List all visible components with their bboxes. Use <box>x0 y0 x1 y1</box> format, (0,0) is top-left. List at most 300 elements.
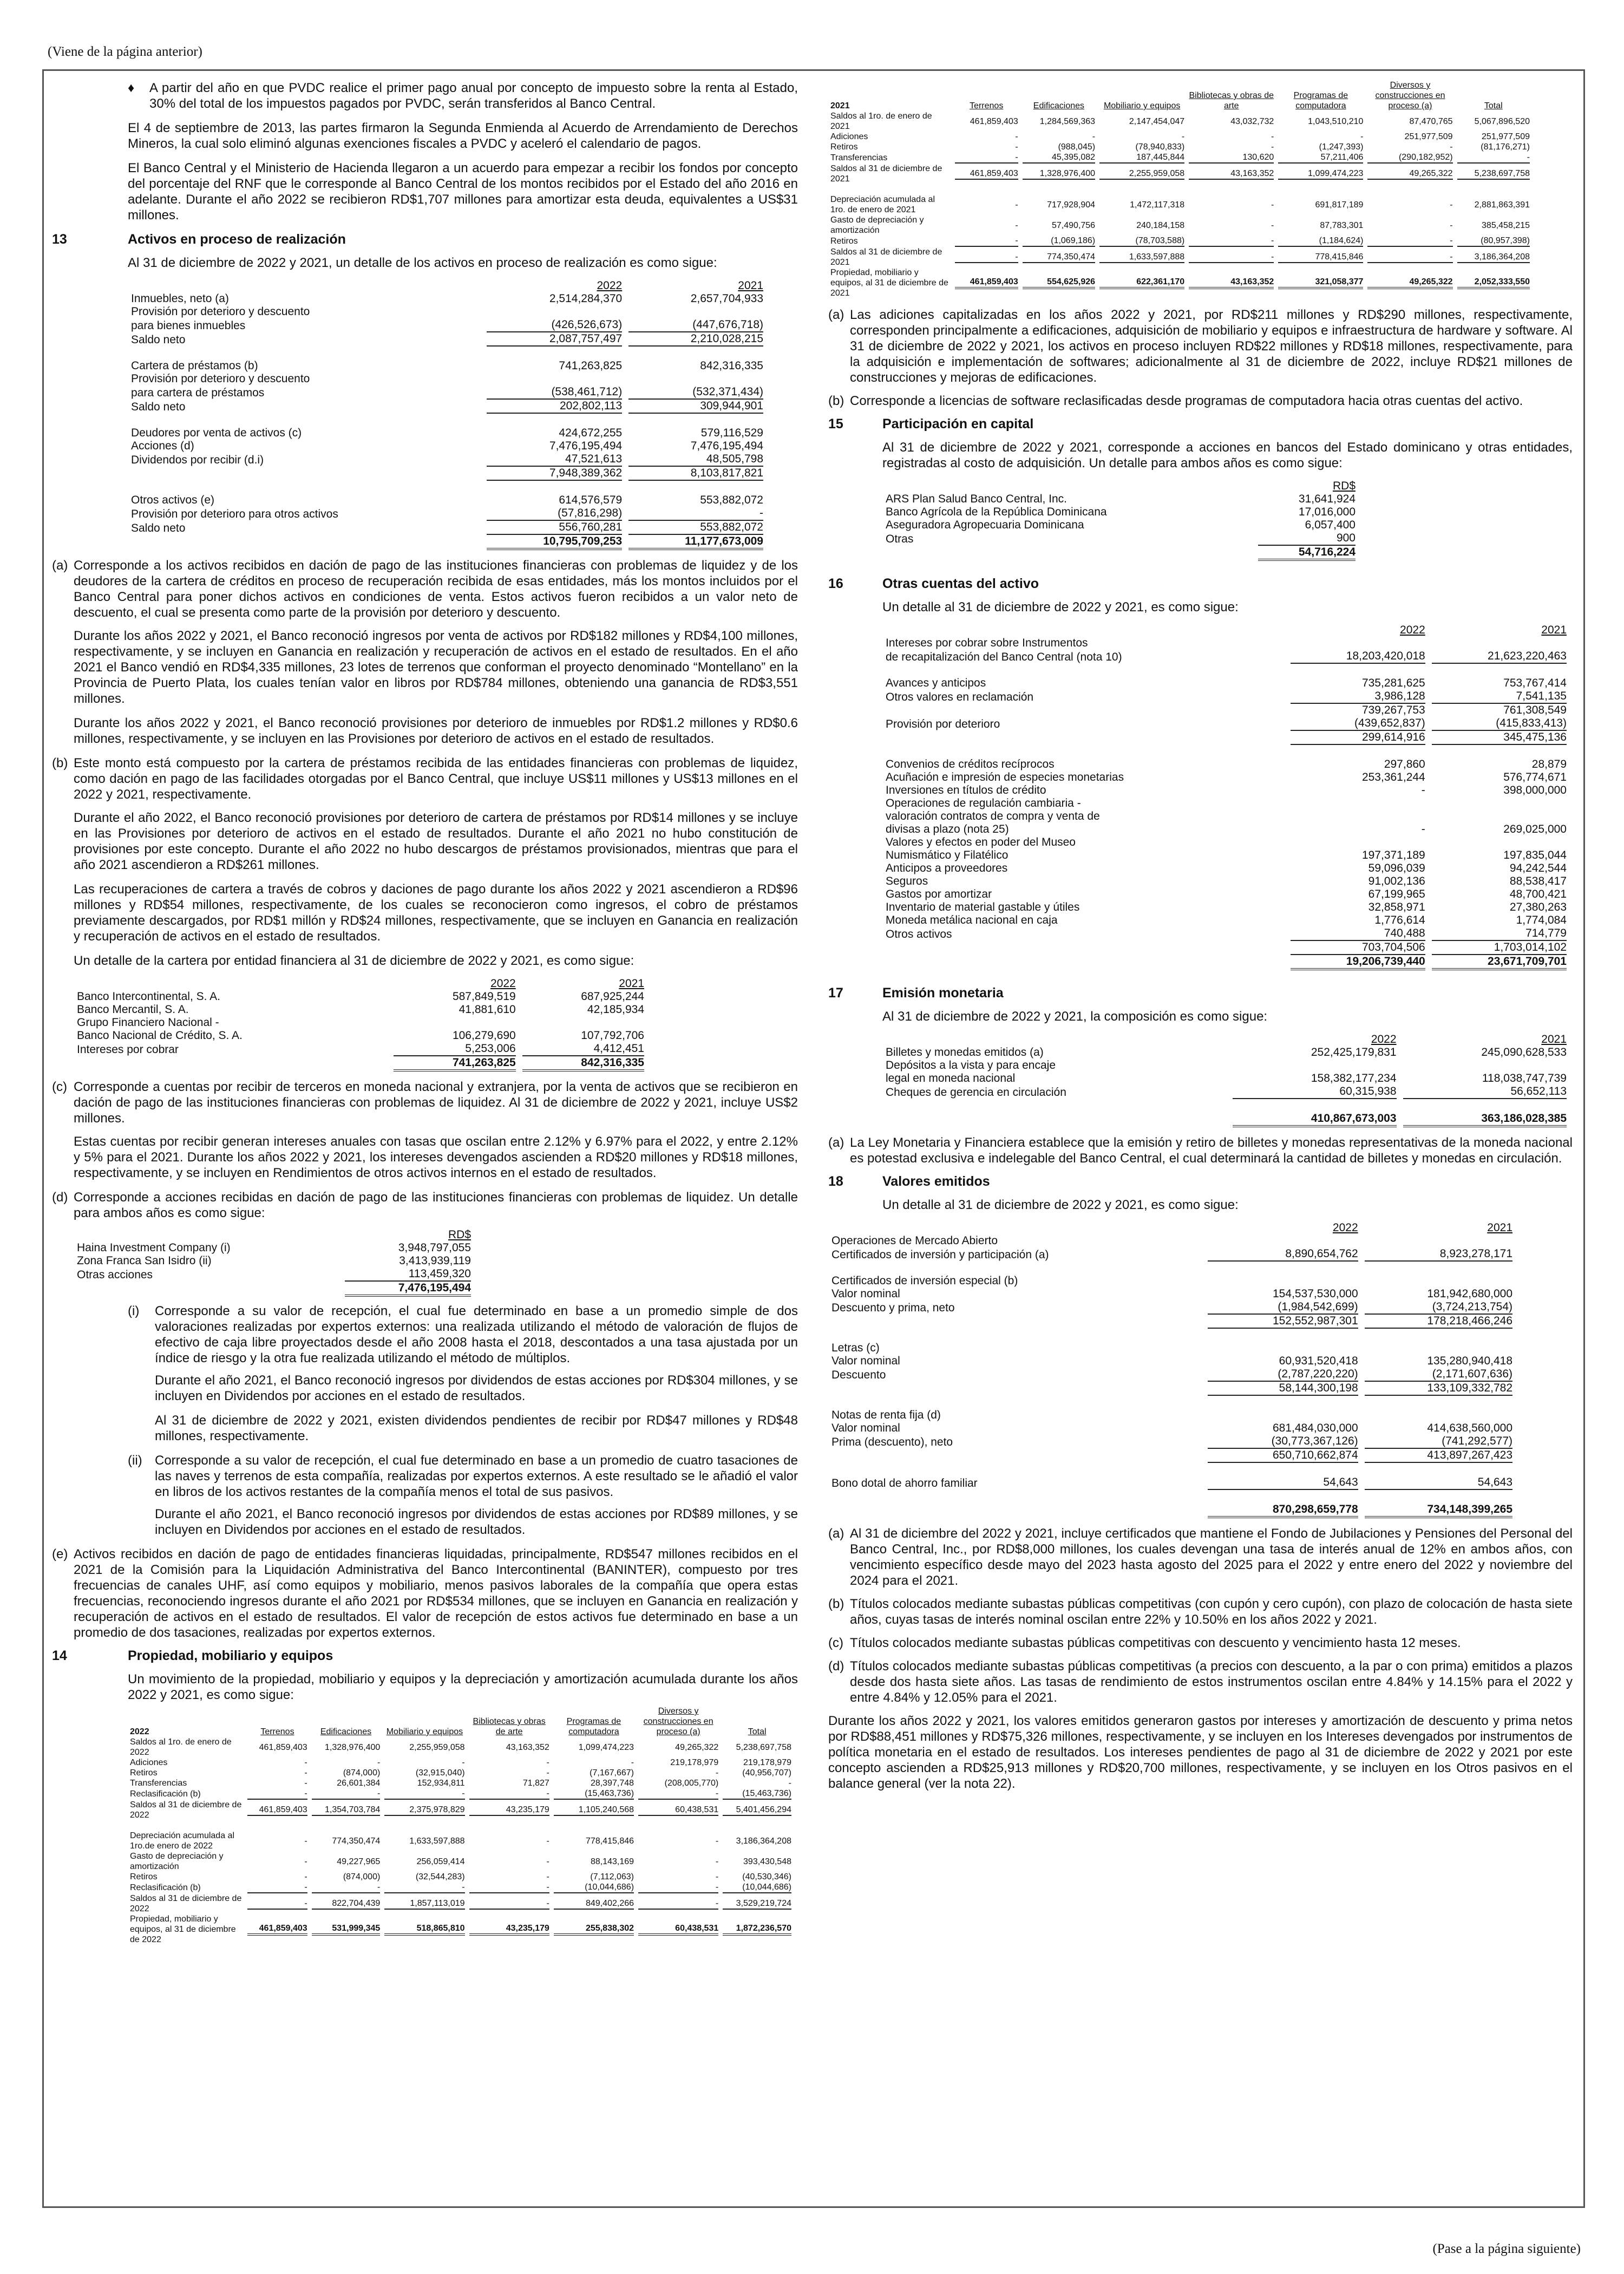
property-2021-value: - <box>1189 252 1274 263</box>
asset-value: (447,676,718) <box>628 318 763 332</box>
issuance-label: Depósitos a la vista y para encaje <box>886 1059 1056 1071</box>
security-value: 181,942,680,000 <box>1427 1288 1512 1300</box>
property-2022-value: - <box>377 1758 381 1767</box>
portfolio-label: Grupo Financiero Nacional - <box>77 1016 219 1029</box>
other-asset-label: Valores y efectos en poder del Museo <box>886 836 1076 848</box>
other-asset-value: 23,671,709,701 <box>1432 955 1567 970</box>
other-asset-value: 48,700,421 <box>1509 888 1567 900</box>
security-value: (3,724,213,754) <box>1365 1301 1512 1315</box>
asset-value: 2,657,704,933 <box>690 292 763 305</box>
security-label: Valor nominal <box>831 1288 900 1300</box>
property-2021-value: 5,238,697,758 <box>1457 168 1530 180</box>
property-2021-value: 87,470,765 <box>1409 116 1453 126</box>
other-asset-label: Inversiones en títulos de crédito <box>886 784 1046 796</box>
security-row <box>828 1490 1516 1503</box>
equity-label: Banco Agrícola de la República Dominicana <box>886 506 1107 518</box>
other-asset-row <box>882 731 1570 745</box>
other-asset-row <box>882 650 1570 664</box>
property-2021-label: Saldos al 1ro. de enero de 2021 <box>830 112 932 131</box>
other-asset-row <box>882 717 1570 731</box>
security-label: Valor nominal <box>831 1422 900 1434</box>
equity-row <box>882 532 1359 546</box>
security-row <box>828 1234 1516 1247</box>
other-asset-value: 1,776,614 <box>1374 914 1425 926</box>
property-column-header: Diversos y construcciones en proceso (a) <box>1375 81 1445 110</box>
portfolio-row <box>74 1003 647 1016</box>
security-label <box>828 1315 1204 1329</box>
portfolio-value: 842,316,335 <box>522 1056 644 1071</box>
assets-table: 2022 2021 Inmuebles, neto (a) 2,514,284,370 2,657,704,933 Provisión por deterioro y descuento para bienes inmuebles (426,526,673) (447,676,718) Saldo neto 2,087,757,497 2,210,028,215 Cartera de préstamos (b) 741,263,825 842,316,335 Provisión por deterioro y descuento para cartera de préstamos (538,461,712) (532,371,434) Saldo neto 202,802,113 309,944,901 Deudores por venta de activos (c) 424,672,255 579,116,529 Acciones (d) 7,476,195,494 7,476,195,494 Dividendos por recibir (d.i) 47,521,613 48,505,798 7,948,389,362 8,103,817,821 Otros activos (e) 614,576,579 553,882,072 Provisión por deterioro para otros activos (57,816,298) - Saldo neto 556,760,281 553,882,072 10,795,709,253 11,177,673,009 <box>128 279 767 550</box>
property-2022-value: 49,265,322 <box>675 1742 719 1752</box>
property-2022-value: 60,438,531 <box>638 1805 718 1816</box>
section-18-heading: 18 Valores emitidos <box>828 1174 990 1189</box>
property-2022-row <box>128 1757 794 1768</box>
property-2021-value: 251,977,509 <box>1404 132 1453 141</box>
security-value: 681,484,030,000 <box>1272 1422 1358 1434</box>
share-row <box>74 1267 474 1282</box>
security-label: Notas de renta fija (d) <box>831 1409 941 1421</box>
property-2021-value: (81,176,271) <box>1481 142 1530 152</box>
security-row <box>828 1409 1516 1422</box>
asset-row <box>128 332 767 347</box>
other-asset-label: Convenios de créditos recíprocos <box>886 758 1055 770</box>
issuance-value: 60,315,938 <box>1233 1085 1396 1099</box>
property-2021-value: 240,184,158 <box>1136 220 1185 230</box>
issuance-value: 410,867,673,003 <box>1233 1112 1396 1127</box>
property-2021-value: 774,350,474 <box>1023 252 1095 263</box>
security-value: 54,643 <box>1365 1476 1512 1490</box>
other-asset-value: 714,779 <box>1432 927 1567 941</box>
property-2022-value: 774,350,474 <box>332 1836 381 1846</box>
property-2021-value: (988,045) <box>1058 142 1096 152</box>
other-asset-label <box>882 664 1287 677</box>
other-asset-value: 197,835,044 <box>1503 849 1567 861</box>
portfolio-value: 41,881,610 <box>459 1003 516 1016</box>
section-18-intro: Un detalle al 31 de diciembre de 2022 y 2021, es como sigue: <box>882 1198 1239 1212</box>
intro-paragraph-1: El 4 de septiembre de 2013, las partes firmaron la Segunda Enmienda al Acuerdo de Arrendamiento de Derechos Mineros, la cual solo eliminó algunas exenciones fiscales a PVDC y aceleró el calendario de pagos. <box>128 121 798 151</box>
property-2022-value: - <box>304 1836 307 1846</box>
asset-value: (426,526,673) <box>487 318 623 332</box>
asset-label: Saldo neto <box>131 334 186 346</box>
asset-label: Saldo neto <box>131 522 186 534</box>
property-2022-value: (15,463,736) <box>554 1788 634 1800</box>
property-2021-row <box>828 164 1532 184</box>
security-row <box>828 1368 1516 1382</box>
note-18d: (d) Títulos colocados mediante subastas públicas competitivas (a precios con descuento, a la par o con prima) emitidos a plazos desde dos hasta siete años. Las tasas de rendimiento de estos instrumentos oscilan entre 4.84% y 14.15% para el 2022 y entre 4.84% y 12.05% para el 2021. <box>828 1659 1573 1705</box>
property-2022-value: 3,529,219,724 <box>723 1898 791 1910</box>
property-2021-value: 3,186,364,208 <box>1457 252 1530 263</box>
security-value: 152,552,987,301 <box>1208 1315 1358 1329</box>
security-value: 58,144,300,198 <box>1208 1382 1358 1396</box>
security-label: Certificados de inversión y participación (a) <box>831 1249 1049 1261</box>
asset-label: Provisión por deterioro y descuento <box>131 373 310 385</box>
property-2021-value: 43,032,732 <box>1230 116 1274 126</box>
property-2022-value: (15,463,736) <box>723 1788 791 1800</box>
security-value: 414,638,560,000 <box>1427 1422 1512 1434</box>
property-2022-label: Saldos al 1ro. de enero de 2022 <box>130 1737 232 1757</box>
issuance-row <box>882 1112 1570 1127</box>
portfolio-row <box>74 1056 647 1071</box>
other-asset-row <box>882 704 1570 717</box>
asset-value: 11,177,673,009 <box>628 535 763 550</box>
property-2021-row <box>828 152 1532 164</box>
issuance-value: 56,652,113 <box>1403 1085 1567 1099</box>
other-asset-value: 197,371,189 <box>1361 849 1425 861</box>
security-label: Letras (c) <box>831 1342 880 1354</box>
other-asset-value: 32,858,971 <box>1368 901 1425 913</box>
other-asset-row <box>882 849 1570 862</box>
asset-row <box>128 385 767 400</box>
property-2022-value: 1,633,597,888 <box>409 1836 465 1846</box>
security-label <box>828 1503 1204 1518</box>
property-2022-value: 849,402,266 <box>554 1898 634 1910</box>
property-2022-value: 1,105,240,568 <box>554 1805 634 1816</box>
section-15-heading: 15 Participación en capital <box>828 416 1034 432</box>
property-2022-value: 43,235,179 <box>469 1805 549 1816</box>
other-asset-value: 761,308,549 <box>1503 704 1567 716</box>
security-label: Bono dotal de ahorro familiar <box>831 1477 978 1489</box>
property-2022-value: - <box>304 1758 307 1767</box>
property-2022-value: (7,112,063) <box>590 1872 634 1881</box>
property-2021-value: 2,052,333,550 <box>1457 277 1530 289</box>
asset-row <box>128 440 767 453</box>
property-2021-row <box>828 236 1532 247</box>
property-2021-value: - <box>1181 132 1185 141</box>
other-asset-value: 91,002,136 <box>1368 875 1425 887</box>
note-13b-p2: Durante el año 2022, el Banco reconoció provisiones por deterioro de cartera de préstamos por RD$14 millones y se incluye en las Provisiones por deterioro de activos en el estado de resultados. Durante el año 2021 no hubo constitución de provisiones por este concepto. Durante el año 2022 no hubo descargos de préstamos provisionados, mientras que para el año 2021 ascendieron a RD$261 millones. <box>74 811 798 872</box>
other-asset-value: (439,652,837) <box>1291 717 1425 731</box>
share-label: Haina Investment Company (i) <box>77 1241 231 1254</box>
security-label <box>828 1463 1204 1476</box>
other-asset-value: 27,380,263 <box>1509 901 1567 913</box>
property-2021-value: 130,620 <box>1189 152 1274 164</box>
property-2022-value: - <box>546 1857 549 1866</box>
property-2022-row <box>128 1831 794 1851</box>
property-2022-row <box>128 1851 794 1872</box>
property-2021-value: (290,182,952) <box>1367 152 1452 164</box>
other-asset-label <box>882 731 1287 745</box>
other-asset-label: Acuñación e impresión de especies monetarias <box>886 771 1124 783</box>
other-asset-value: - <box>1421 823 1425 835</box>
asset-value: 741,263,825 <box>559 360 623 372</box>
asset-value: 202,802,113 <box>487 400 623 414</box>
property-2022-row <box>128 1737 794 1757</box>
asset-row <box>128 494 767 507</box>
property-2022-value: - <box>469 1882 549 1893</box>
other-asset-row <box>882 927 1570 941</box>
property-2021-value: - <box>1271 200 1274 210</box>
property-2022-value: (32,544,283) <box>415 1872 465 1881</box>
property-2022-value: 531,999,345 <box>312 1923 381 1936</box>
property-2021-value: 5,067,896,520 <box>1474 116 1530 126</box>
asset-label: para bienes inmuebles <box>131 319 246 332</box>
other-asset-label: Avances y anticipos <box>886 677 986 689</box>
property-2022-value: - <box>312 1882 381 1893</box>
other-asset-value: (415,833,413) <box>1432 717 1567 731</box>
other-asset-row <box>882 771 1570 784</box>
security-row <box>828 1262 1516 1275</box>
property-2022-value: - <box>715 1872 719 1881</box>
issuance-label: Cheques de gerencia en circulación <box>886 1086 1066 1099</box>
property-2022-value: 256,059,414 <box>416 1857 465 1866</box>
property-2021-row <box>828 194 1532 215</box>
share-row <box>74 1254 474 1267</box>
share-label: Zona Franca San Isidro (ii) <box>77 1254 212 1267</box>
property-column-header: Edificaciones <box>320 1727 372 1736</box>
note-13e: (e) Activos recibidos en dación de pago de entidades financieras liquidadas, principalmente, RD$547 millones recibidos en el 2021 de la Comisión para la Liquidación Administrativa del Banco Intercontinental (BANINTER), compuesto por tres frecuencias de canales UHF, así como equipos y mobiliario, menos pasivos laborales de la compañía que opera estas frecuencias, reconociendo ingresos durante el año 2021 por RD$534 millones, que se incluyen en Ganancia en realización y recuperación de activos en el estado de resultados. El valor de recepción de estos activos fue determinado en base a un promedio de dos tasaciones, realizadas por expertos externos. <box>52 1547 798 1640</box>
property-2022-value: - <box>247 1788 307 1800</box>
equity-value: 17,016,000 <box>1298 506 1355 518</box>
portfolio-label: Banco Mercantil, S. A. <box>77 1003 189 1016</box>
other-asset-label: Inventario de material gastable y útiles <box>886 901 1080 913</box>
property-column-header: Programas de computadora <box>566 1717 621 1736</box>
property-2022-value: 5,401,456,294 <box>723 1805 791 1816</box>
other-asset-label <box>882 704 1287 717</box>
property-2021-value: 691,817,189 <box>1315 200 1364 210</box>
asset-value: 614,576,579 <box>559 494 623 506</box>
property-2021-row <box>828 111 1532 132</box>
property-2022-value: - <box>469 1898 549 1910</box>
security-row <box>828 1382 1516 1396</box>
portfolio-row <box>74 990 647 1003</box>
other-asset-value: 703,704,506 <box>1291 941 1425 955</box>
property-2022-value: - <box>384 1882 464 1893</box>
shares-table: RD$ Haina Investment Company (i) 3,948,797,055 Zona Franca San Isidro (ii) 3,413,939,119 Otras acciones 113,459,320 7,476,195,494 <box>74 1229 474 1297</box>
property-2022-value: 461,859,403 <box>247 1923 307 1936</box>
security-value: (2,171,607,636) <box>1365 1368 1512 1382</box>
other-asset-row <box>882 914 1570 927</box>
equity-label: Otras <box>886 533 914 545</box>
asset-label: Deudores por venta de activos (c) <box>131 427 302 439</box>
note-18c: (c) Títulos colocados mediante subastas públicas competitivas con descuento y vencimiento hasta 12 meses. <box>828 1636 1461 1650</box>
property-2022-value: - <box>546 1836 549 1846</box>
property-column-header: Programas de computadora <box>1293 91 1348 110</box>
asset-label <box>128 347 483 360</box>
property-2022-value: 1,872,236,570 <box>723 1923 791 1936</box>
other-asset-value: 735,281,625 <box>1361 677 1425 689</box>
property-2022-label: Adiciones <box>130 1758 168 1767</box>
asset-label: Provisión por deterioro para otros activos <box>131 508 338 520</box>
equity-table: RD$ ARS Plan Salud Banco Central, Inc. 31,641,924 Banco Agrícola de la República Dominicana 17,016,000 Aseguradora Agropecuaria Dominicana 6,057,400 Otras 900 54,716,224 <box>882 480 1359 561</box>
issuance-row <box>882 1072 1570 1085</box>
security-row <box>828 1315 1516 1329</box>
note-13d: (d) Corresponde a acciones recibidas en dación de pago de las instituciones financieras con problemas de liquidez. Un detalle para ambos años es como sigue: <box>52 1190 798 1220</box>
asset-value: 48,505,798 <box>628 453 763 467</box>
intro-paragraph-2: El Banco Central y el Ministerio de Hacienda llegaron a un acuerdo para empezar a recibir los fondos por concepto del porcentaje del RNF que le corresponde al Banco Central de los montos recibidos por el Estado del año 2016 en adelante. Durante el año 2022 se recibieron RD$1,707 millones para amortizar esta deuda, equivalentes a US$31 millones. <box>128 161 798 223</box>
property-2022-value: - <box>638 1882 718 1893</box>
property-2022-value: (32,915,040) <box>415 1768 465 1778</box>
property-2021-value: 385,458,215 <box>1482 220 1530 230</box>
property-2021-value: - <box>1457 152 1530 164</box>
issuance-label <box>882 1112 1229 1127</box>
section-16-heading: 16 Otras cuentas del activo <box>828 576 1039 591</box>
other-assets-table: 2022 2021 Intereses por cobrar sobre Instrumentos de recapitalización del Banco Central (nota 10) 18,203,420,018 21,623,220,463 Avances y anticipos 735,281,625 753,767,414 Otros valores en reclamación 3,986,128 7,541,135 739,267,753 761,308,549 Provisión por deterioro (439,652,837) (415,833,413) 299,614,916 345,475,136 Convenios de créditos recíprocos 297,860 28,879 Acuñación e impresión de especies monetarias 253,361,244 576,774,671 Inversiones en títulos de crédito - 398,000,000 Operaciones de regulación cambiaria - valoración contratos de compra y venta de divisas a plazo (nota 25) - 269,025,000 Valores y efectos en poder del Museo Numismático y Filatélico 197,371,189 197,835,044 Anticipos a proveedores 59,096,039 94,242,544 Seguros 91,002,136 88,538,417 Gastos por amortizar 67,199,965 48,700,421 Inventario de material gastable y útiles 32,858,971 27,380,263 Moneda metálica nacional en caja 1,776,614 1,774,084 Otros activos 740,488 714,779 703,704,506 1,703,014,102 19,206,739,440 23,671,709,701 <box>882 624 1570 970</box>
property-2021-value: - <box>1015 132 1018 141</box>
other-asset-label: Anticipos a proveedores <box>886 862 1008 874</box>
property-2022-value: - <box>304 1872 307 1881</box>
property-2022-row <box>128 1788 794 1800</box>
property-2021-value: - <box>1271 132 1274 141</box>
other-asset-label: divisas a plazo (nota 25) <box>886 823 1009 835</box>
security-label: Operaciones de Mercado Abierto <box>831 1234 998 1247</box>
asset-value: 553,882,072 <box>628 521 763 535</box>
share-value: 3,948,797,055 <box>398 1241 471 1254</box>
other-asset-row <box>882 677 1570 690</box>
property-2022-label: Reclasificación (b) <box>130 1883 201 1892</box>
asset-value: (538,461,712) <box>487 385 623 400</box>
property-2022-value: (874,000) <box>343 1872 381 1881</box>
security-label <box>828 1262 1204 1275</box>
property-2022-value: - <box>638 1898 718 1910</box>
asset-label: para cartera de préstamos <box>131 387 265 399</box>
other-asset-label <box>882 941 1287 955</box>
other-asset-row <box>882 758 1570 771</box>
asset-label: Dividendos por recibir (d.i) <box>131 454 264 466</box>
property-column-header: Terrenos <box>260 1727 294 1736</box>
property-2022-value: - <box>304 1768 307 1778</box>
property-2022-value: 43,163,352 <box>506 1742 549 1752</box>
property-2022-value: (10,044,686) <box>723 1882 791 1893</box>
portfolio-label: Banco Intercontinental, S. A. <box>77 990 221 1003</box>
property-2021-value: 622,361,170 <box>1099 277 1184 289</box>
property-2021-value: 461,859,403 <box>970 116 1018 126</box>
other-asset-value: 253,361,244 <box>1361 771 1425 783</box>
portfolio-label: Intereses por cobrar <box>77 1043 179 1056</box>
security-value: 734,148,399,265 <box>1365 1503 1512 1518</box>
issuance-value: 158,382,177,234 <box>1311 1072 1397 1084</box>
other-asset-value: 3,986,128 <box>1291 690 1425 704</box>
section-15-intro: Al 31 de diciembre de 2022 y 2021, corresponde a acciones en bancos del Estado dominicano y otras entidades, registradas al costo de adquisición. Un detalle para ambos años es como sigue: <box>882 440 1573 471</box>
note-13c: (c) Corresponde a cuentas por recibir de terceros en moneda nacional y extranjera, por la venta de activos que se recibieron en dación de pago de las instituciones financieras con problemas de liquidez. Al 31 de diciembre de 2022 y 2021, incluye US$2 millones. <box>52 1080 798 1126</box>
security-row <box>828 1355 1516 1368</box>
property-2021-value: (1,069,186) <box>1023 236 1095 247</box>
property-2022-value: 152,934,811 <box>417 1779 465 1788</box>
property-table-2021: 2021 Terrenos Edificaciones Mobiliario y equipos Bibliotecas y obras de arte Programas de computadora Diversos y construcciones en proceso (a) Total Saldos al 1ro. de enero de 2021 461,859,403 1,284,569,363 2,147,454,047 43,032,732 1,043,510,210 87,470,765 5,067,896,520 Adiciones - - - - - 251,977,509 251,977,509 Retiros - (988,045) (78,940,833) - (1,247,393) - (81,176,271) Transferencias - 45,395,082 187,445,844 130,620 57,211,406 (290,182,952) - Saldos al 31 de diciembre de 2021 461,859,403 1,328,976,400 2,255,959,058 43,163,352 1,099,474,223 49,265,322 5,238,697,758 Depreciación acumulada al 1ro. de enero de 2021 - 717,928,904 1,472,117,318 - 691,817,189 - 2,881,863,391 Gasto de depreciación y amortización - 57,490,756 240,184,158 - 87,783,301 - 385,458,215 Retiros - (1,069,186) (78,703,588) - (1,184,624) - (80,957,398) Saldos al 31 de diciembre de 2021 - 774,350,474 1,633,597,888 - 778,415,846 - 3,186,364,208 Propiedad, mobiliario y equipos, al 31 de diciembre de 2021 461,859,403 554,625,926 622,361,170 43,163,352 321,058,377 49,265,322 2,052,333,550 <box>828 80 1532 298</box>
other-asset-label: Operaciones de regulación cambiaria - <box>886 797 1081 809</box>
property-2022-label: Saldos al 31 de diciembre de 2022 <box>130 1800 242 1820</box>
security-label: Descuento <box>831 1369 886 1381</box>
share-value: 7,476,195,494 <box>345 1282 471 1297</box>
asset-value: 309,944,901 <box>628 400 763 414</box>
asset-value: 7,476,195,494 <box>549 440 623 452</box>
property-2021-value: (80,957,398) <box>1457 236 1530 247</box>
property-2022-row <box>128 1914 794 1945</box>
other-asset-row <box>882 823 1570 836</box>
other-asset-value: 59,096,039 <box>1368 862 1425 874</box>
property-2022-value: 43,235,179 <box>469 1923 549 1936</box>
other-asset-row <box>882 862 1570 875</box>
property-2022-label: Retiros <box>130 1872 158 1881</box>
security-value: 54,643 <box>1208 1476 1358 1490</box>
other-asset-value: 576,774,671 <box>1503 771 1567 783</box>
property-2021-row <box>828 267 1532 298</box>
property-column-header: Mobiliario y equipos <box>386 1727 463 1736</box>
other-asset-label: Intereses por cobrar sobre Instrumentos <box>886 637 1088 649</box>
other-asset-row <box>882 745 1570 758</box>
asset-row <box>128 521 767 535</box>
property-2022-value: 26,601,384 <box>337 1779 381 1788</box>
equity-value: 900 <box>1258 532 1355 546</box>
equity-label <box>882 546 1255 561</box>
other-asset-value: 753,767,414 <box>1503 677 1567 689</box>
note-13a-p2: Durante los años 2022 y 2021, el Banco reconoció ingresos por venta de activos por RD$182 millones y RD$4,100 millones, respectivamente, y se incluyen en Ganancia en realización y recuperación de activos en el estado de resultados. En el año 2021 el Banco vendió en RD$4,335 millones, 23 lotes de terrenos que conforman el proyecto denominado “Montellano” en la Provincia de Puerto Plata, los cuales tenían valor en libros por RD$784 millones, obteniendo una ganancia de RD$3,551 millones. <box>74 629 798 706</box>
asset-row <box>128 535 767 550</box>
property-2022-value: - <box>304 1779 307 1788</box>
security-row <box>828 1463 1516 1476</box>
property-2021-value: - <box>1450 220 1453 230</box>
section-14-intro: Un movimiento de la propiedad, mobiliario y equipos y la depreciación y amortización acumulada durante los años 2022 y 2021, es como sigue: <box>128 1672 798 1702</box>
property-2022-value: 461,859,403 <box>259 1742 307 1752</box>
other-asset-label: Seguros <box>886 875 928 887</box>
issuance-value: 118,038,747,739 <box>1482 1072 1567 1084</box>
property-2021-label: Retiros <box>830 237 858 246</box>
note-13d-ii-p2: Durante el año 2021, el Banco reconoció ingresos por dividendos de estas acciones por RD$89 millones, y se incluyen en Dividendos por acciones en el estado de resultados. <box>155 1507 798 1537</box>
section-17-intro: Al 31 de diciembre de 2022 y 2021, la composición es como sigue: <box>882 1009 1268 1024</box>
other-asset-label: Provisión por deterioro <box>886 718 1000 730</box>
other-asset-row <box>882 941 1570 955</box>
issuance-row <box>882 1099 1570 1112</box>
property-column-header: Total <box>748 1727 767 1736</box>
property-2022-label: Gasto de depreciación y amortización <box>130 1852 224 1871</box>
asset-row <box>128 467 767 481</box>
property-2022-row <box>128 1872 794 1882</box>
property-2022-value: 778,415,846 <box>586 1836 634 1846</box>
property-2022-value: - <box>247 1898 307 1910</box>
property-2022-row <box>128 1768 794 1778</box>
other-asset-row <box>882 797 1570 810</box>
property-2022-value: - <box>546 1758 549 1767</box>
asset-label <box>128 467 483 481</box>
other-asset-row <box>882 888 1570 901</box>
property-2022-label <box>128 1820 245 1831</box>
note-13a: (a) Corresponde a los activos recibidos en dación de pago de las instituciones financieras con problemas de liquidez y de los deudores de la cartera de créditos en proceso de recuperación recibida de esas entidades, más los montos incluidos por el Banco Central para poner dichos activos en condiciones de venta. Estos activos fueron recibidos a un valor neto de descuento, el cual se presenta como parte de la provisión por deterioro y descuento. <box>52 558 798 620</box>
security-row <box>828 1476 1516 1490</box>
equity-row <box>882 493 1359 506</box>
property-2021-value: 1,043,510,210 <box>1308 116 1364 126</box>
property-2022-value: - <box>715 1836 719 1846</box>
asset-row <box>128 292 767 305</box>
property-2021-value: - <box>1092 132 1096 141</box>
issuance-value: 252,425,179,831 <box>1311 1046 1397 1058</box>
property-2021-value: 461,859,403 <box>955 277 1018 289</box>
property-2021-label: Depreciación acumulada al 1ro. de enero de 2021 <box>830 195 935 214</box>
property-column-header: Terrenos <box>970 101 1004 110</box>
note-18b: (b) Títulos colocados mediante subastas públicas competitivas (con cupón y cero cupón), con plazo de colocación de hasta siete años, cuyas tasas de interés nominal oscilan entre 22% y 10.50% en los años 2022 y 2021. <box>828 1597 1573 1627</box>
other-asset-label <box>882 745 1287 758</box>
property-2021-value: 45,395,082 <box>1023 152 1095 164</box>
asset-row <box>128 347 767 360</box>
security-row <box>828 1342 1516 1355</box>
note-14b: (b) Corresponde a licencias de software reclasificadas desde programas de computadora hacia otras cuentas del activo. <box>828 394 1523 408</box>
asset-row <box>128 414 767 427</box>
security-value: (30,773,367,126) <box>1208 1435 1358 1449</box>
asset-row <box>128 360 767 373</box>
note-13b-p3: Las recuperaciones de cartera a través de cobros y daciones de pago durante los años 2022 y 2021 ascendieron a RD$96 millones y RD$54 millones, respectivamente, de los cuales se reconocieron como ingresos, el cobro de préstamos previamente descargados, por RD$1 millón y RD$24 millones, respectivamente, que se incluyen en Ganancia en realización y recuperación de activos en el estado de resultados. <box>74 882 798 944</box>
other-asset-row <box>882 664 1570 677</box>
property-2021-value: 717,928,904 <box>1047 200 1096 210</box>
asset-row <box>128 507 767 521</box>
asset-value: 2,514,284,370 <box>549 292 623 305</box>
property-2022-row <box>128 1800 794 1820</box>
security-value: (741,292,577) <box>1365 1435 1512 1449</box>
property-2022-value: - <box>312 1788 381 1800</box>
other-asset-label <box>882 955 1287 970</box>
continued-header: (Viene de la página anterior) <box>48 44 202 59</box>
other-asset-value: 88,538,417 <box>1509 875 1567 887</box>
property-2021-value: 43,163,352 <box>1189 168 1274 180</box>
security-label <box>828 1449 1204 1463</box>
property-2022-row <box>128 1820 794 1831</box>
